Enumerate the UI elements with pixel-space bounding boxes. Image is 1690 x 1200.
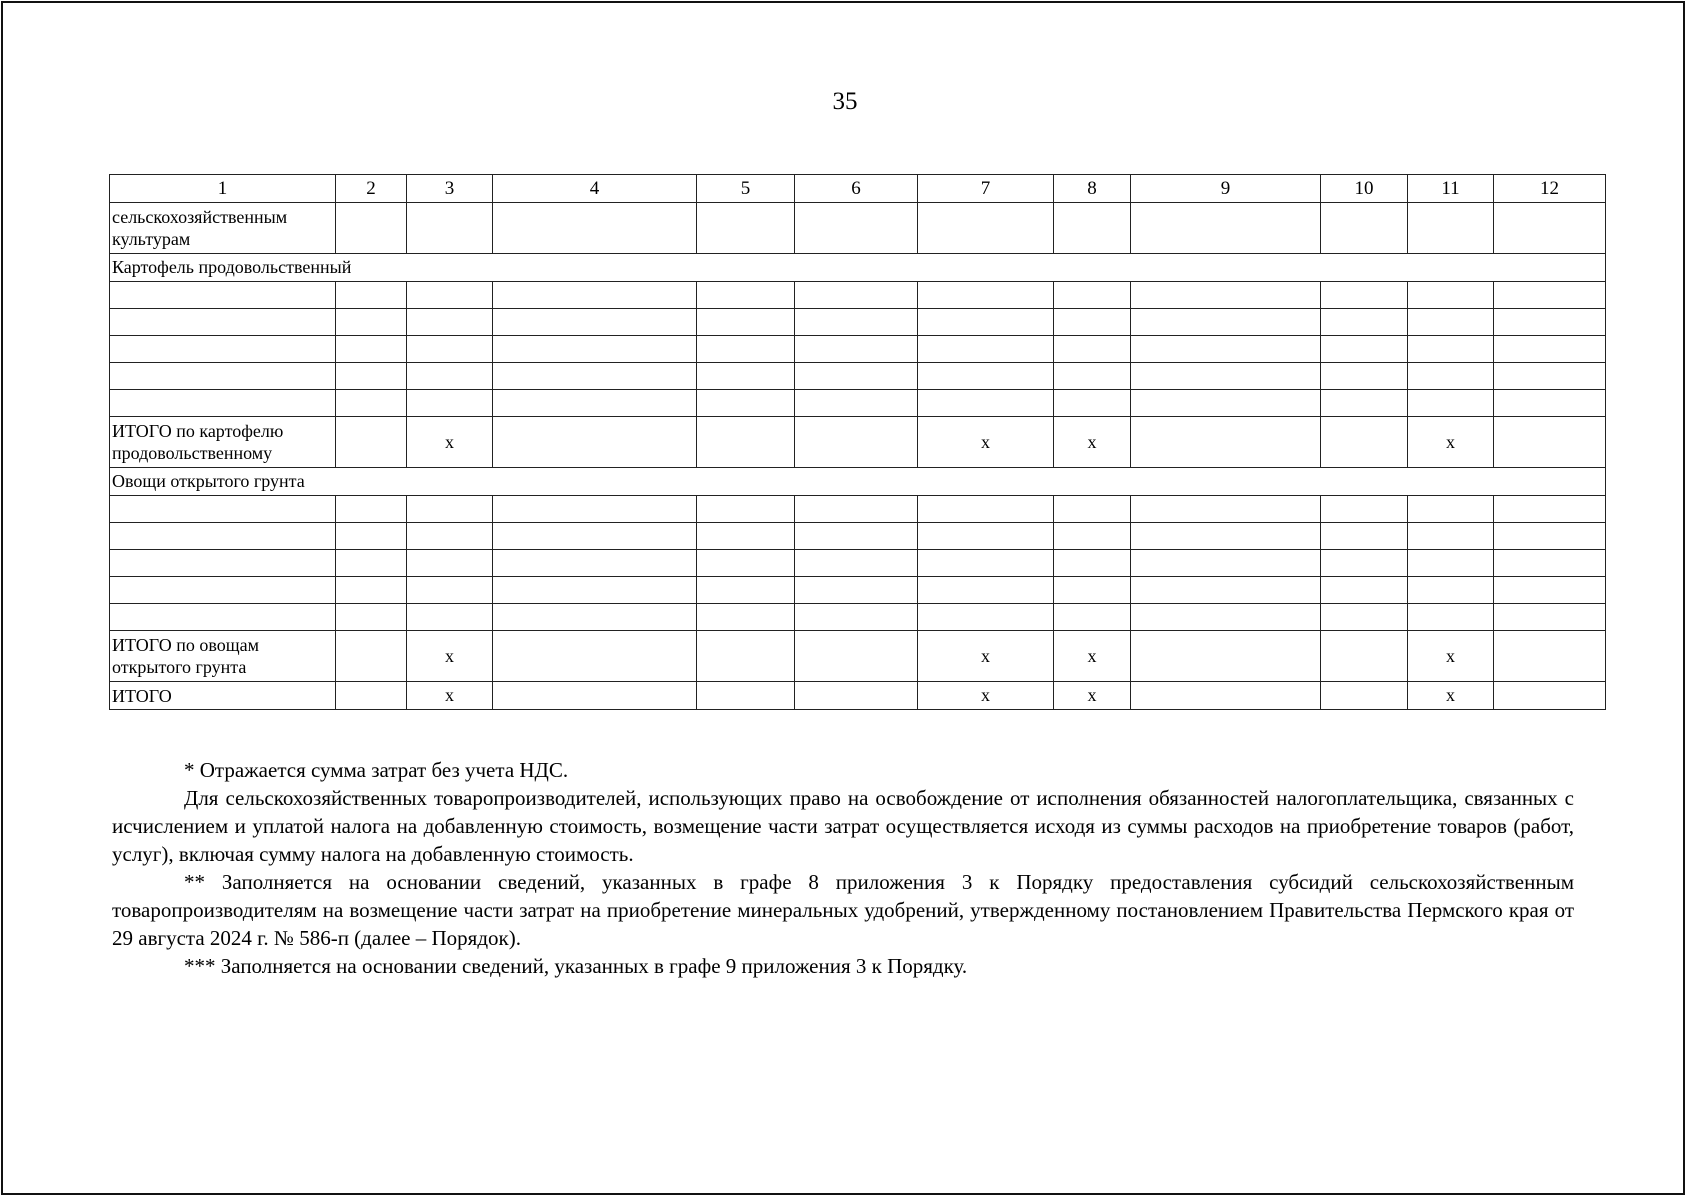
column-header-11: 11 bbox=[1408, 175, 1494, 203]
table-cell bbox=[1321, 550, 1408, 577]
table-cell bbox=[1321, 282, 1408, 309]
table-cell bbox=[795, 550, 918, 577]
table-cell bbox=[493, 682, 697, 710]
table-cell bbox=[1494, 282, 1606, 309]
column-header-3: 3 bbox=[407, 175, 493, 203]
table-cell bbox=[1408, 390, 1494, 417]
table-cell bbox=[1054, 203, 1131, 254]
table-cell bbox=[493, 523, 697, 550]
table-cell bbox=[1054, 523, 1131, 550]
table-cell bbox=[336, 363, 407, 390]
table-cell bbox=[1321, 203, 1408, 254]
table-cell bbox=[493, 417, 697, 468]
row-label: ИТОГО bbox=[110, 682, 336, 710]
row-label: ИТОГО по овощам открытого грунта bbox=[110, 631, 336, 682]
table-cell bbox=[795, 577, 918, 604]
table-cell bbox=[1408, 282, 1494, 309]
table-cell bbox=[336, 417, 407, 468]
table-cell bbox=[795, 631, 918, 682]
table-cell bbox=[407, 336, 493, 363]
table-cell bbox=[336, 282, 407, 309]
table-cell bbox=[1408, 203, 1494, 254]
table-cell bbox=[110, 604, 336, 631]
table-cell bbox=[1408, 577, 1494, 604]
header-row bbox=[110, 175, 1606, 203]
column-header-8: 8 bbox=[1054, 175, 1131, 203]
table-cell bbox=[110, 282, 336, 309]
table-cell bbox=[795, 496, 918, 523]
table-cell bbox=[1494, 682, 1606, 710]
table-cell bbox=[1054, 604, 1131, 631]
section-title: Овощи открытого грунта bbox=[110, 468, 1606, 496]
table-cell bbox=[1321, 309, 1408, 336]
table-cell bbox=[407, 604, 493, 631]
x-mark-cell: x bbox=[407, 682, 493, 710]
table-cell bbox=[918, 203, 1054, 254]
table-cell bbox=[697, 417, 795, 468]
table-cell bbox=[1321, 523, 1408, 550]
table-cell bbox=[795, 523, 918, 550]
table-cell bbox=[493, 631, 697, 682]
table-row bbox=[110, 203, 1606, 254]
table-cell bbox=[1131, 550, 1321, 577]
table-cell bbox=[336, 309, 407, 336]
column-header-10: 10 bbox=[1321, 175, 1408, 203]
table-cell bbox=[1131, 496, 1321, 523]
table-cell bbox=[697, 203, 795, 254]
column-header-2: 2 bbox=[336, 175, 407, 203]
x-mark-cell: x bbox=[1408, 682, 1494, 710]
table-cell bbox=[407, 203, 493, 254]
table-cell bbox=[697, 523, 795, 550]
table-cell bbox=[336, 336, 407, 363]
table-cell bbox=[110, 336, 336, 363]
table-cell bbox=[697, 550, 795, 577]
table-cell bbox=[795, 336, 918, 363]
table-cell bbox=[918, 523, 1054, 550]
x-mark-cell: x bbox=[918, 631, 1054, 682]
empty-row bbox=[110, 577, 1606, 604]
footnote-column-8: ** Заполняется на основании сведений, указанных в графе 8 приложения 3 к Порядку предоставления субсидий сельскохозяйственным товаропроизводителям на возмещение части затрат на приобретение минеральных удобрений, утвержденному постановлением Правительства Пермского края от 29 августа 2024 г. № 586-п (далее – Порядок). bbox=[112, 870, 1574, 950]
table-cell bbox=[1321, 390, 1408, 417]
table-cell bbox=[697, 309, 795, 336]
table-cell bbox=[1131, 203, 1321, 254]
table-cell bbox=[1054, 336, 1131, 363]
table-cell bbox=[1054, 309, 1131, 336]
table-cell bbox=[1131, 282, 1321, 309]
empty-row bbox=[110, 390, 1606, 417]
row-label: сельскохозяйственным культурам bbox=[110, 203, 336, 254]
table-cell bbox=[1054, 496, 1131, 523]
table-cell bbox=[1494, 203, 1606, 254]
table-cell bbox=[1408, 309, 1494, 336]
table-cell bbox=[336, 682, 407, 710]
table-cell bbox=[1494, 631, 1606, 682]
grand-total-row bbox=[110, 682, 1606, 710]
table-cell bbox=[336, 390, 407, 417]
table-cell bbox=[1408, 496, 1494, 523]
table-cell bbox=[336, 203, 407, 254]
table-cell bbox=[1408, 363, 1494, 390]
table-cell bbox=[697, 282, 795, 309]
x-mark-cell: x bbox=[407, 631, 493, 682]
table-cell bbox=[1054, 282, 1131, 309]
table-cell bbox=[1494, 577, 1606, 604]
table-cell bbox=[1408, 336, 1494, 363]
table-cell bbox=[1494, 417, 1606, 468]
table-cell bbox=[795, 363, 918, 390]
table-cell bbox=[1321, 604, 1408, 631]
table-cell bbox=[1131, 336, 1321, 363]
table-cell bbox=[493, 282, 697, 309]
table-cell bbox=[493, 390, 697, 417]
table-cell bbox=[697, 363, 795, 390]
table-cell bbox=[407, 550, 493, 577]
table-cell bbox=[407, 309, 493, 336]
table-cell bbox=[918, 309, 1054, 336]
table-cell bbox=[918, 363, 1054, 390]
table-cell bbox=[1321, 336, 1408, 363]
empty-row bbox=[110, 363, 1606, 390]
table-cell bbox=[407, 390, 493, 417]
table-cell bbox=[407, 523, 493, 550]
table-cell bbox=[407, 282, 493, 309]
empty-row bbox=[110, 523, 1606, 550]
table-cell bbox=[407, 363, 493, 390]
empty-row bbox=[110, 496, 1606, 523]
footnote-vat-exempt: Для сельскохозяйственных товаропроизводителей, использующих право на освобождение от исполнения обязанностей налогоплательщика, связанных с исчислением и уплатой налога на добавленную стоимость, возмещение части затрат осуществляется исходя из суммы расходов на приобретение товаров (работ, услуг), включая сумму налога на добавленную стоимость. bbox=[112, 786, 1574, 866]
table-cell bbox=[1408, 604, 1494, 631]
table-cell bbox=[493, 309, 697, 336]
footnote-vat: * Отражается сумма затрат без учета НДС. bbox=[184, 758, 569, 782]
table-cell bbox=[1494, 309, 1606, 336]
table-cell bbox=[1131, 363, 1321, 390]
table-body bbox=[110, 203, 1606, 710]
x-mark-cell: x bbox=[1054, 682, 1131, 710]
table-cell bbox=[1494, 523, 1606, 550]
table-cell bbox=[1494, 496, 1606, 523]
footnote-column-9: *** Заполняется на основании сведений, указанных в графе 9 приложения 3 к Порядку. bbox=[184, 954, 968, 978]
table-cell bbox=[1408, 523, 1494, 550]
section-row bbox=[110, 254, 1606, 282]
table-cell bbox=[795, 309, 918, 336]
x-mark-cell: x bbox=[1054, 417, 1131, 468]
table-cell bbox=[697, 496, 795, 523]
table-cell bbox=[1321, 363, 1408, 390]
table-cell bbox=[1054, 363, 1131, 390]
table-cell bbox=[336, 550, 407, 577]
table-cell bbox=[336, 631, 407, 682]
table-cell bbox=[1494, 390, 1606, 417]
table-cell bbox=[795, 682, 918, 710]
column-header-12: 12 bbox=[1494, 175, 1606, 203]
table-cell bbox=[918, 336, 1054, 363]
empty-row bbox=[110, 550, 1606, 577]
table-cell bbox=[918, 604, 1054, 631]
table-cell bbox=[918, 496, 1054, 523]
table-cell bbox=[336, 577, 407, 604]
table-cell bbox=[1054, 577, 1131, 604]
table-cell bbox=[697, 390, 795, 417]
table-cell bbox=[493, 336, 697, 363]
column-header-9: 9 bbox=[1131, 175, 1321, 203]
x-mark-cell: x bbox=[1054, 631, 1131, 682]
table-cell bbox=[795, 390, 918, 417]
table-cell bbox=[336, 523, 407, 550]
table-cell bbox=[493, 496, 697, 523]
table-cell bbox=[493, 203, 697, 254]
empty-row bbox=[110, 282, 1606, 309]
column-header-1: 1 bbox=[110, 175, 336, 203]
empty-row bbox=[110, 604, 1606, 631]
table-cell bbox=[1494, 604, 1606, 631]
data-table bbox=[109, 174, 1606, 710]
table-cell bbox=[1054, 550, 1131, 577]
table-cell bbox=[110, 363, 336, 390]
column-header-6: 6 bbox=[795, 175, 918, 203]
table-cell bbox=[697, 604, 795, 631]
table-cell bbox=[1321, 496, 1408, 523]
footnotes bbox=[112, 756, 1574, 980]
table-cell bbox=[110, 309, 336, 336]
table-cell bbox=[795, 604, 918, 631]
table-cell bbox=[918, 390, 1054, 417]
table-cell bbox=[697, 336, 795, 363]
table-cell bbox=[1131, 417, 1321, 468]
table-cell bbox=[795, 282, 918, 309]
table-cell bbox=[1131, 682, 1321, 710]
table-cell bbox=[1131, 577, 1321, 604]
x-mark-cell: x bbox=[407, 417, 493, 468]
table-cell bbox=[1408, 550, 1494, 577]
column-header-4: 4 bbox=[493, 175, 697, 203]
x-mark-cell: x bbox=[918, 682, 1054, 710]
table-cell bbox=[493, 577, 697, 604]
x-mark-cell: x bbox=[918, 417, 1054, 468]
table-cell bbox=[336, 496, 407, 523]
table-cell bbox=[697, 631, 795, 682]
empty-row bbox=[110, 309, 1606, 336]
table-cell bbox=[1321, 577, 1408, 604]
table-row bbox=[110, 417, 1606, 468]
table-cell bbox=[697, 577, 795, 604]
table-cell bbox=[1131, 523, 1321, 550]
table-row bbox=[110, 631, 1606, 682]
table-cell bbox=[1494, 363, 1606, 390]
table-cell bbox=[918, 550, 1054, 577]
table-cell bbox=[1131, 631, 1321, 682]
table-cell bbox=[1131, 604, 1321, 631]
table-cell bbox=[795, 417, 918, 468]
table-cell bbox=[795, 203, 918, 254]
table-cell bbox=[1494, 550, 1606, 577]
table-cell bbox=[493, 550, 697, 577]
table-cell bbox=[697, 682, 795, 710]
table-cell bbox=[407, 496, 493, 523]
table-cell bbox=[336, 604, 407, 631]
column-header-5: 5 bbox=[697, 175, 795, 203]
table-cell bbox=[1054, 390, 1131, 417]
x-mark-cell: x bbox=[1408, 417, 1494, 468]
section-row bbox=[110, 468, 1606, 496]
table-cell bbox=[493, 604, 697, 631]
table-cell bbox=[1131, 309, 1321, 336]
table-cell bbox=[110, 577, 336, 604]
table-cell bbox=[1494, 336, 1606, 363]
row-label: ИТОГО по картофелю продовольственному bbox=[110, 417, 336, 468]
table-cell bbox=[110, 550, 336, 577]
table-cell bbox=[1321, 631, 1408, 682]
column-header-7: 7 bbox=[918, 175, 1054, 203]
table-cell bbox=[1131, 390, 1321, 417]
table-cell bbox=[110, 523, 336, 550]
page-number: 35 bbox=[832, 88, 858, 115]
table-cell bbox=[110, 496, 336, 523]
section-title: Картофель продовольственный bbox=[110, 254, 1606, 282]
table-cell bbox=[493, 363, 697, 390]
x-mark-cell: x bbox=[1408, 631, 1494, 682]
table-cell bbox=[1321, 417, 1408, 468]
table-cell bbox=[407, 577, 493, 604]
table-cell bbox=[918, 282, 1054, 309]
empty-row bbox=[110, 336, 1606, 363]
table-cell bbox=[1321, 682, 1408, 710]
table-cell bbox=[110, 390, 336, 417]
table-cell bbox=[918, 577, 1054, 604]
